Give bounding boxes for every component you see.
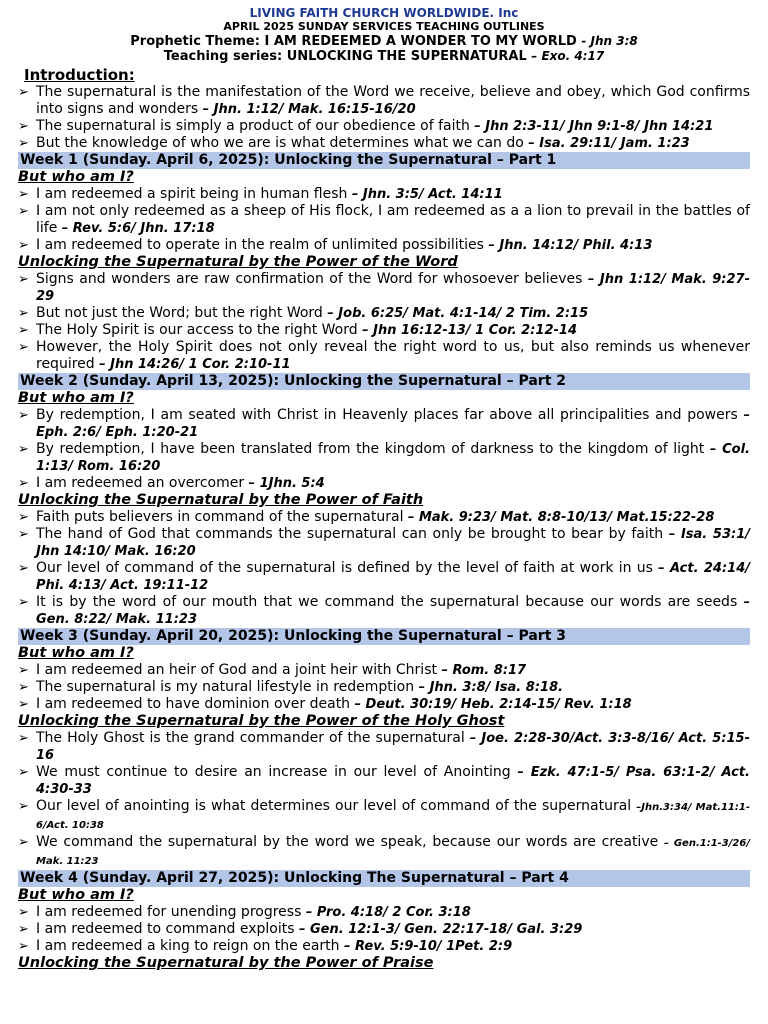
bullet-text: Our level of command of the supernatural is defined by the level of faith at work in us xyxy=(36,560,659,576)
bullet-item xyxy=(18,339,750,373)
bullet-item xyxy=(18,764,750,798)
teaching-series xyxy=(18,49,750,64)
bullet-arrow-icon: ➢ xyxy=(18,187,29,202)
bullet-text: I am redeemed an overcomer xyxy=(36,475,249,491)
theme-reference: - Jhn 3:8 xyxy=(581,34,638,48)
bullet-item xyxy=(18,237,750,254)
bullet-item xyxy=(18,203,750,237)
bullet-arrow-icon: ➢ xyxy=(18,119,29,134)
scripture-reference: – Jhn 2:3-11/ Jhn 9:1-8/ Jhn 14:21 xyxy=(474,119,714,134)
bullet-item xyxy=(18,118,750,135)
bullet-arrow-icon: ➢ xyxy=(18,204,29,219)
scripture-reference: – Rev. 5:6/ Jhn. 17:18 xyxy=(61,221,215,236)
scripture-reference: – Isa. 29:11/ Jam. 1:23 xyxy=(528,136,690,151)
bullet-arrow-icon: ➢ xyxy=(18,835,29,850)
bullet-list xyxy=(18,904,750,955)
bullet-item xyxy=(18,921,750,938)
bullet-text: I am redeemed to operate in the realm of unlimited possibilities xyxy=(36,237,489,253)
scripture-reference: – Jhn 1:12/ Mak. 9:27-29 xyxy=(36,272,750,304)
weeks-container xyxy=(18,152,750,972)
bullet-arrow-icon: ➢ xyxy=(18,527,29,542)
scripture-reference: – Gen.1:1-3/26/ Mak. 11:23 xyxy=(36,838,750,867)
bullet-arrow-icon: ➢ xyxy=(18,476,29,491)
bullet-item xyxy=(18,526,750,560)
scripture-reference: – Ezk. 47:1-5/ Psa. 63:1-2/ Act. 4:30-33 xyxy=(36,765,750,797)
who-am-i-heading: But who am I? xyxy=(18,390,134,406)
bullet-text: We must continue to desire an increase in our level of Anointing xyxy=(36,764,518,780)
bullet-arrow-icon: ➢ xyxy=(18,939,29,954)
bullet-text: We command the supernatural by the word we speak, because our words are creative xyxy=(36,834,665,850)
bullet-item xyxy=(18,679,750,696)
prophetic-theme xyxy=(18,34,750,49)
bullet-item xyxy=(18,662,750,679)
bullet-item xyxy=(18,594,750,628)
bullet-list xyxy=(18,730,750,870)
scripture-reference: – Gen. 12:1-3/ Gen. 22:17-18/ Gal. 3:29 xyxy=(298,922,583,937)
scripture-reference: – Gen. 8:22/ Mak. 11:23 xyxy=(36,595,750,627)
bullet-text: I am redeemed a king to reign on the earth xyxy=(36,938,344,954)
who-am-i-heading: But who am I? xyxy=(18,645,134,661)
bullet-text: I am redeemed an heir of God and a joint heir with Christ xyxy=(36,662,442,678)
scripture-reference: – Rev. 5:9-10/ 1Pet. 2:9 xyxy=(344,939,513,954)
bullet-text: Our level of anointing is what determines our level of command of the supernatural xyxy=(36,798,637,814)
bullet-arrow-icon: ➢ xyxy=(18,408,29,423)
bullet-text: But the knowledge of who we are is what determines what we can do xyxy=(36,135,529,151)
bullet-arrow-icon: ➢ xyxy=(18,922,29,937)
bullet-item xyxy=(18,441,750,475)
bullet-arrow-icon: ➢ xyxy=(18,905,29,920)
bullet-item xyxy=(18,798,750,834)
week-section xyxy=(18,373,750,628)
bullet-item xyxy=(18,186,750,203)
bullet-text: The supernatural is the manifestation of the Word we receive, believe and obey, which God confirms into signs and wonders xyxy=(36,84,750,117)
bullet-item xyxy=(18,904,750,921)
scripture-reference: – Job. 6:25/ Mat. 4:1-14/ 2 Tim. 2:15 xyxy=(327,306,589,321)
introduction-heading: Introduction: xyxy=(24,66,135,84)
bullet-item xyxy=(18,84,750,118)
introduction-list xyxy=(18,84,750,152)
bullet-item xyxy=(18,730,750,764)
bullet-arrow-icon: ➢ xyxy=(18,595,29,610)
week-section xyxy=(18,628,750,870)
scripture-reference: – Deut. 30:19/ Heb. 2:14-15/ Rev. 1:18 xyxy=(354,697,632,712)
bullet-item xyxy=(18,509,750,526)
bullet-arrow-icon: ➢ xyxy=(18,697,29,712)
scripture-reference: – Jhn 14:26/ 1 Cor. 2:10-11 xyxy=(99,357,291,372)
bullet-arrow-icon: ➢ xyxy=(18,731,29,746)
scripture-reference: – Rom. 8:17 xyxy=(441,663,527,678)
theme-text: Prophetic Theme: I AM REDEEMED A WONDER TO MY WORLD xyxy=(130,34,577,49)
scripture-reference: – Isa. 53:1/ Jhn 14:10/ Mak. 16:20 xyxy=(36,527,750,559)
scripture-reference: – Col. 1:13/ Rom. 16:20 xyxy=(36,442,750,474)
bullet-text: The supernatural is simply a product of our obedience of faith xyxy=(36,118,475,134)
bullet-list xyxy=(18,271,750,373)
bullet-list xyxy=(18,509,750,628)
week-title: Week 4 (Sunday. April 27, 2025): Unlocking The Supernatural – Part 4 xyxy=(18,870,750,887)
bullet-arrow-icon: ➢ xyxy=(18,799,29,814)
scripture-reference: – Jhn 16:12-13/ 1 Cor. 2:12-14 xyxy=(362,323,578,338)
scripture-reference: – Mak. 9:23/ Mat. 8:8-10/13/ Mat.15:22-28 xyxy=(407,510,715,525)
bullet-item xyxy=(18,696,750,713)
bullet-item xyxy=(18,322,750,339)
series-reference: – Exo. 4:17 xyxy=(531,49,605,63)
bullet-arrow-icon: ➢ xyxy=(18,442,29,457)
who-am-i-heading: But who am I? xyxy=(18,169,134,185)
bullet-item xyxy=(18,407,750,441)
bullet-text: I am not only redeemed as a sheep of His flock, I am redeemed as a a lion to prevail in the battles of life xyxy=(36,203,750,236)
bullet-arrow-icon: ➢ xyxy=(18,85,29,100)
bullet-text: But not just the Word; but the right Word xyxy=(36,305,328,321)
bullet-text: I am redeemed to have dominion over death xyxy=(36,696,355,712)
scripture-reference: – Eph. 2:6/ Eph. 1:20-21 xyxy=(36,408,750,440)
who-am-i-heading: But who am I? xyxy=(18,887,134,903)
bullet-text: The Holy Ghost is the grand commander of the supernatural xyxy=(36,730,470,746)
bullet-item xyxy=(18,560,750,594)
bullet-text: The hand of God that commands the supernatural can only be brought to bear by faith xyxy=(36,526,669,542)
scripture-reference: – 1Jhn. 5:4 xyxy=(248,476,325,491)
bullet-text: By redemption, I have been translated from the kingdom of darkness to the kingdom of light xyxy=(36,441,710,457)
church-name: LIVING FAITH CHURCH WORLDWIDE. Inc xyxy=(249,6,519,20)
unlocking-heading: Unlocking the Supernatural by the Power of the Word xyxy=(18,254,458,270)
bullet-text: However, the Holy Spirit does not only reveal the right word to us, but also reminds us whenever required xyxy=(36,339,750,372)
scripture-reference: – Jhn. 14:12/ Phil. 4:13 xyxy=(488,238,653,253)
bullet-item xyxy=(18,475,750,492)
week-title: Week 3 (Sunday. April 20, 2025): Unlocking the Supernatural – Part 3 xyxy=(18,628,750,645)
bullet-arrow-icon: ➢ xyxy=(18,272,29,287)
bullet-text: By redemption, I am seated with Christ in Heavenly places far above all principalities and powers xyxy=(36,407,744,423)
bullet-arrow-icon: ➢ xyxy=(18,340,29,355)
bullet-arrow-icon: ➢ xyxy=(18,663,29,678)
bullet-text: The Holy Spirit is our access to the right Word xyxy=(36,322,363,338)
unlocking-heading: Unlocking the Supernatural by the Power of Faith xyxy=(18,492,424,508)
scripture-reference: – Jhn. 3:5/ Act. 14:11 xyxy=(351,187,503,202)
bullet-arrow-icon: ➢ xyxy=(18,765,29,780)
week-section xyxy=(18,152,750,373)
bullet-arrow-icon: ➢ xyxy=(18,238,29,253)
unlocking-heading: Unlocking the Supernatural by the Power of the Holy Ghost xyxy=(18,713,505,729)
bullet-item xyxy=(18,305,750,322)
week-section xyxy=(18,870,750,972)
bullet-text: I am redeemed a spirit being in human flesh xyxy=(36,186,352,202)
bullet-item xyxy=(18,834,750,870)
week-title: Week 1 (Sunday. April 6, 2025): Unlocking the Supernatural – Part 1 xyxy=(18,152,750,169)
scripture-reference: – Pro. 4:18/ 2 Cor. 3:18 xyxy=(305,905,471,920)
week-title: Week 2 (Sunday. April 13, 2025): Unlocking the Supernatural – Part 2 xyxy=(18,373,750,390)
bullet-arrow-icon: ➢ xyxy=(18,323,29,338)
bullet-list xyxy=(18,186,750,254)
document-header xyxy=(18,6,750,64)
bullet-item xyxy=(18,938,750,955)
outline-subtitle: APRIL 2025 SUNDAY SERVICES TEACHING OUTLINES xyxy=(223,20,545,33)
scripture-reference: – Jhn. 3:8/ Isa. 8:18. xyxy=(418,680,564,695)
series-text: Teaching series: UNLOCKING THE SUPERNATURAL xyxy=(163,49,527,64)
bullet-arrow-icon: ➢ xyxy=(18,306,29,321)
bullet-item xyxy=(18,271,750,305)
bullet-text: I am redeemed to command exploits xyxy=(36,921,299,937)
bullet-list xyxy=(18,407,750,492)
scripture-reference: –Jhn.3:34/ Mat.11:1-6/Act. 10:38 xyxy=(36,802,750,831)
bullet-arrow-icon: ➢ xyxy=(18,510,29,525)
bullet-text: I am redeemed for unending progress xyxy=(36,904,306,920)
bullet-text: The supernatural is my natural lifestyle in redemption xyxy=(36,679,419,695)
bullet-arrow-icon: ➢ xyxy=(18,561,29,576)
scripture-reference: – Act. 24:14/ Phi. 4:13/ Act. 19:11-12 xyxy=(36,561,750,593)
bullet-text: It is by the word of our mouth that we command the supernatural because our words are seeds xyxy=(36,594,744,610)
unlocking-heading: Unlocking the Supernatural by the Power of Praise xyxy=(18,955,434,971)
bullet-list xyxy=(18,662,750,713)
bullet-arrow-icon: ➢ xyxy=(18,680,29,695)
bullet-item xyxy=(18,135,750,152)
scripture-reference: – Jhn. 1:12/ Mak. 16:15-16/20 xyxy=(202,102,416,117)
bullet-text: Faith puts believers in command of the supernatural xyxy=(36,509,408,525)
bullet-text: Signs and wonders are raw confirmation of the Word for whosoever believes xyxy=(36,271,588,287)
bullet-arrow-icon: ➢ xyxy=(18,136,29,151)
scripture-reference: – Joe. 2:28-30/Act. 3:3-8/16/ Act. 5:15-16 xyxy=(36,731,751,763)
